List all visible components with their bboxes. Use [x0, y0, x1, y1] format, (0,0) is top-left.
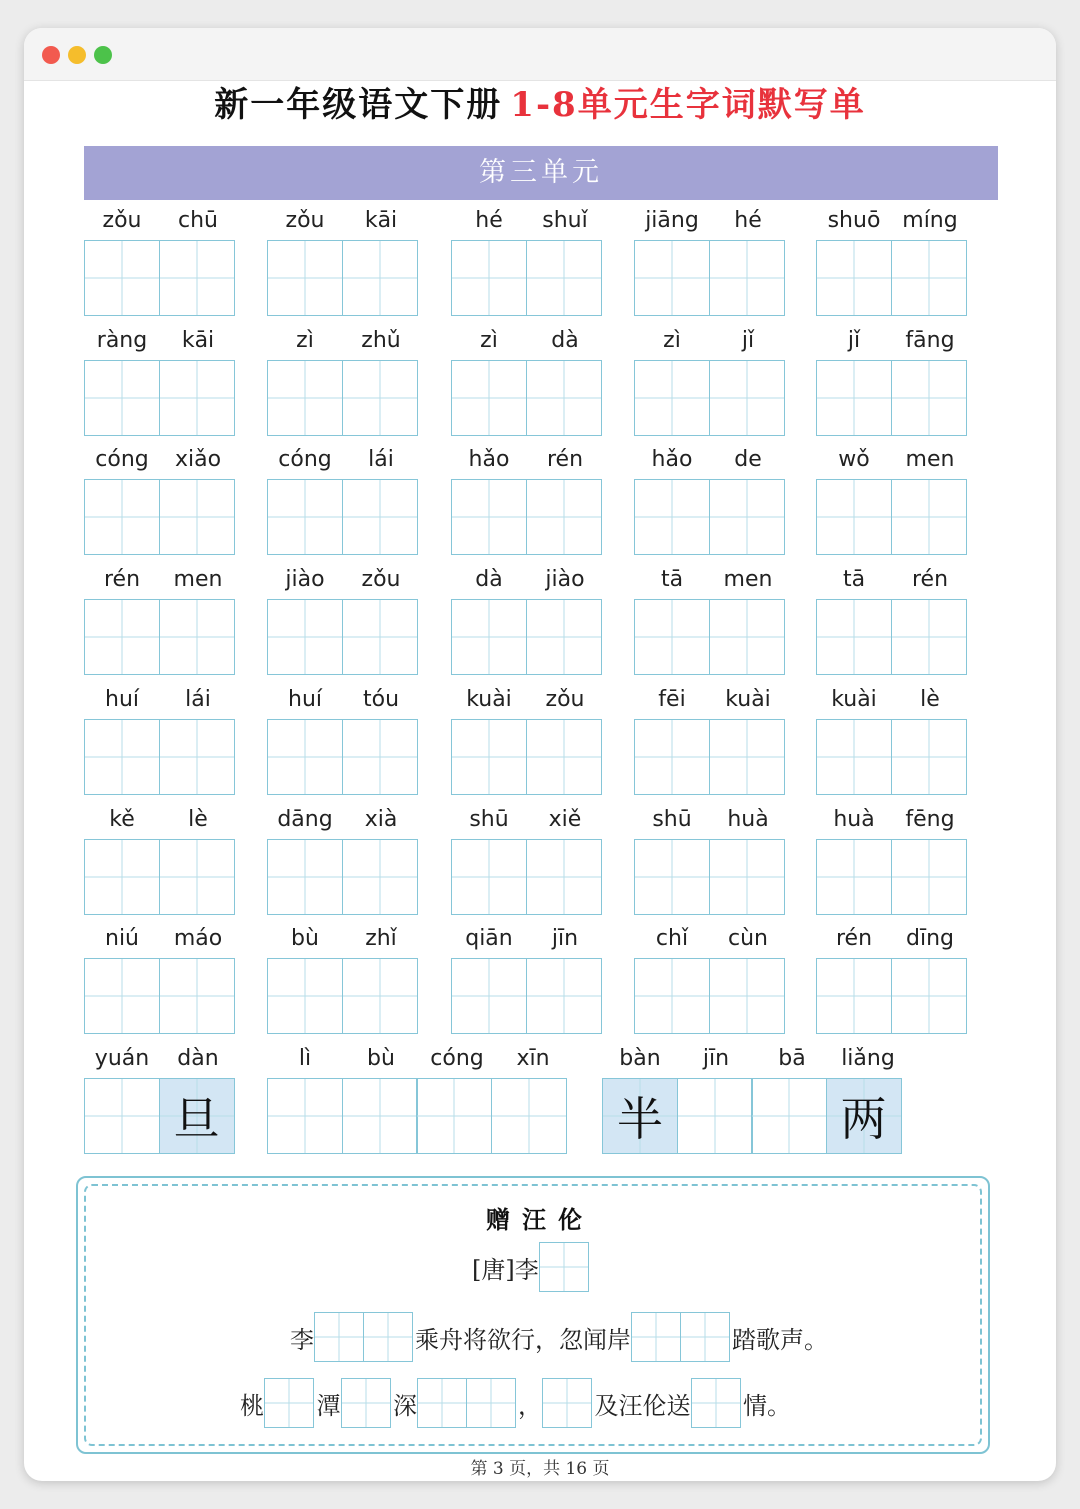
- writing-cell[interactable]: [891, 839, 967, 915]
- pinyin: kuài: [831, 687, 877, 712]
- writing-cell[interactable]: [542, 1378, 592, 1428]
- pinyin: lè: [188, 807, 208, 832]
- pinyin: dà: [475, 567, 503, 592]
- pinyin: xià: [364, 807, 398, 832]
- pinyin: fēi: [658, 687, 686, 712]
- writing-cell[interactable]: [526, 240, 602, 316]
- pinyin: rén: [546, 447, 584, 472]
- pinyin: hǎo: [468, 447, 510, 472]
- minimize-window-button[interactable]: [68, 46, 86, 64]
- pinyin: huí: [105, 687, 139, 712]
- poem-text: 情。: [743, 1391, 791, 1420]
- pinyin: wǒ: [838, 447, 870, 472]
- pinyin: zǒu: [545, 687, 585, 712]
- pinyin: shuō: [827, 208, 881, 233]
- page-title: [24, 80, 1056, 130]
- writing-cell[interactable]: [466, 1378, 516, 1428]
- pinyin: máo: [173, 926, 223, 951]
- pinyin: kuài: [466, 687, 512, 712]
- pinyin: zì: [480, 328, 498, 353]
- pinyin: dāng: [277, 807, 333, 832]
- writing-cell[interactable]: [342, 599, 418, 675]
- writing-cell[interactable]: [451, 958, 527, 1034]
- writing-cell[interactable]: [891, 719, 967, 795]
- maximize-window-button[interactable]: [94, 46, 112, 64]
- writing-cell[interactable]: [416, 1078, 492, 1154]
- pinyin: dà: [551, 328, 579, 353]
- writing-cell[interactable]: [314, 1312, 364, 1362]
- writing-cell[interactable]: [267, 1078, 343, 1154]
- writing-cell[interactable]: [816, 479, 892, 555]
- pinyin: rén: [103, 567, 141, 592]
- writing-cell[interactable]: [634, 958, 710, 1034]
- writing-cell[interactable]: [539, 1242, 589, 1292]
- writing-cell[interactable]: [267, 839, 343, 915]
- writing-cell[interactable]: [342, 958, 418, 1034]
- pinyin: kuài: [725, 687, 771, 712]
- pinyin: zǒu: [285, 208, 325, 233]
- pinyin: chǐ: [655, 926, 689, 951]
- pinyin: qiān: [465, 926, 513, 951]
- writing-cell[interactable]: [84, 719, 160, 795]
- pinyin: yuán: [94, 1046, 150, 1071]
- pinyin: rén: [911, 567, 949, 592]
- writing-cell[interactable]: [267, 599, 343, 675]
- writing-cell[interactable]: [526, 479, 602, 555]
- pinyin: rén: [835, 926, 873, 951]
- writing-cell[interactable]: [634, 839, 710, 915]
- writing-cell[interactable]: [891, 958, 967, 1034]
- writing-cell[interactable]: [709, 240, 785, 316]
- writing-cell[interactable]: [709, 958, 785, 1034]
- writing-cell[interactable]: [342, 719, 418, 795]
- writing-cell[interactable]: [342, 479, 418, 555]
- poem-line-1: [290, 1312, 828, 1362]
- writing-cell[interactable]: [709, 839, 785, 915]
- poem-text: 潭: [316, 1391, 341, 1420]
- writing-cell[interactable]: [451, 240, 527, 316]
- document-window: [24, 28, 1056, 1481]
- poem-text: 踏歌声。: [732, 1325, 828, 1354]
- pinyin: zì: [663, 328, 681, 353]
- pinyin: lì: [298, 1046, 312, 1071]
- writing-cell[interactable]: [526, 360, 602, 436]
- pinyin: bàn: [619, 1046, 661, 1071]
- pinyin: dīng: [906, 926, 954, 951]
- given-character: 旦: [159, 1078, 235, 1154]
- pinyin: xiǎo: [174, 447, 222, 472]
- pinyin: lè: [920, 687, 940, 712]
- writing-cell[interactable]: [526, 599, 602, 675]
- pinyin: xiě: [548, 807, 582, 832]
- pinyin: tóu: [362, 687, 400, 712]
- writing-cell[interactable]: [84, 958, 160, 1034]
- given-character: 半: [602, 1078, 678, 1154]
- pinyin: míng: [902, 208, 958, 233]
- pinyin: jiāng: [645, 208, 699, 233]
- pinyin: hǎo: [651, 447, 693, 472]
- pinyin: kāi: [181, 328, 215, 353]
- poem-text: ，: [518, 1391, 542, 1420]
- poem-dynasty-author: [唐]李: [472, 1255, 539, 1284]
- pinyin: men: [173, 567, 223, 592]
- pinyin: men: [905, 447, 955, 472]
- pinyin: zhǐ: [365, 926, 397, 951]
- pinyin: kāi: [364, 208, 398, 233]
- pinyin: chū: [178, 208, 218, 233]
- given-character: 两: [826, 1078, 902, 1154]
- pinyin: cóng: [278, 447, 332, 472]
- pinyin: bā: [778, 1046, 806, 1071]
- pinyin: zì: [296, 328, 314, 353]
- pinyin: tā: [842, 567, 866, 592]
- writing-cell[interactable]: [417, 1378, 467, 1428]
- pinyin: cóng: [95, 447, 149, 472]
- writing-cell[interactable]: [634, 240, 710, 316]
- writing-cell[interactable]: [891, 240, 967, 316]
- pinyin: zǒu: [102, 208, 142, 233]
- pinyin: shū: [652, 807, 692, 832]
- pinyin: lái: [368, 447, 394, 472]
- writing-cell[interactable]: [159, 479, 235, 555]
- pinyin: jīn: [551, 926, 579, 951]
- writing-cell[interactable]: [159, 839, 235, 915]
- pinyin: fēng: [905, 807, 955, 832]
- writing-cell[interactable]: [267, 479, 343, 555]
- writing-cell[interactable]: [491, 1078, 567, 1154]
- writing-cell[interactable]: [267, 360, 343, 436]
- writing-cell[interactable]: [816, 599, 892, 675]
- writing-cell[interactable]: [267, 240, 343, 316]
- pinyin: men: [723, 567, 773, 592]
- unit-heading: 第三单元: [84, 146, 998, 200]
- writing-cell[interactable]: [709, 479, 785, 555]
- pinyin: bù: [291, 926, 319, 951]
- writing-cell[interactable]: [159, 719, 235, 795]
- writing-cell[interactable]: [451, 599, 527, 675]
- writing-cell[interactable]: [634, 719, 710, 795]
- writing-cell[interactable]: [677, 1078, 753, 1154]
- poem-text: 桃: [240, 1391, 264, 1420]
- pinyin: huí: [288, 687, 322, 712]
- pinyin: zhǔ: [361, 328, 401, 353]
- writing-cell[interactable]: [159, 599, 235, 675]
- writing-cell[interactable]: [341, 1378, 391, 1428]
- pinyin: dàn: [177, 1046, 219, 1071]
- writing-cell[interactable]: [634, 360, 710, 436]
- writing-cell[interactable]: [159, 240, 235, 316]
- writing-cell[interactable]: [342, 240, 418, 316]
- writing-cell[interactable]: [709, 599, 785, 675]
- writing-cell[interactable]: [451, 839, 527, 915]
- pinyin: lái: [185, 687, 211, 712]
- pinyin: xīn: [516, 1046, 550, 1071]
- page-title-main: 新一年级语文下册: [214, 85, 503, 125]
- pinyin: huà: [833, 807, 875, 832]
- writing-cell[interactable]: [342, 1078, 418, 1154]
- writing-cell[interactable]: [816, 958, 892, 1034]
- writing-cell[interactable]: [709, 719, 785, 795]
- writing-cell[interactable]: [84, 1078, 160, 1154]
- writing-cell[interactable]: [84, 839, 160, 915]
- writing-cell[interactable]: [84, 479, 160, 555]
- page-footer: 第 3 页，共 16 页: [470, 1459, 610, 1479]
- writing-cell[interactable]: [816, 240, 892, 316]
- writing-cell[interactable]: [526, 958, 602, 1034]
- writing-cell[interactable]: [816, 360, 892, 436]
- writing-cell[interactable]: [342, 360, 418, 436]
- writing-cell[interactable]: [84, 599, 160, 675]
- pinyin: cùn: [728, 926, 768, 951]
- writing-cell[interactable]: [267, 719, 343, 795]
- writing-cell[interactable]: [159, 360, 235, 436]
- pinyin: hé: [734, 208, 762, 233]
- poem-text: 李: [290, 1325, 314, 1354]
- pinyin: liǎng: [841, 1046, 895, 1071]
- pinyin: jīn: [702, 1046, 730, 1071]
- close-window-button[interactable]: [42, 46, 60, 64]
- writing-cell[interactable]: [631, 1312, 681, 1362]
- writing-cell[interactable]: [363, 1312, 413, 1362]
- pinyin: cóng: [430, 1046, 484, 1071]
- writing-cell[interactable]: [891, 599, 967, 675]
- writing-cell[interactable]: [451, 719, 527, 795]
- pinyin: jiào: [545, 567, 585, 592]
- writing-cell[interactable]: [267, 958, 343, 1034]
- writing-cell[interactable]: [264, 1378, 314, 1428]
- writing-cell[interactable]: [751, 1078, 827, 1154]
- pinyin: bù: [367, 1046, 395, 1071]
- pinyin: fāng: [905, 328, 955, 353]
- writing-cell[interactable]: [451, 479, 527, 555]
- page-title-highlight: 1-8单元生字词默写单: [510, 85, 866, 125]
- pinyin: hé: [475, 208, 503, 233]
- poem-line-2: [240, 1378, 791, 1428]
- writing-cell[interactable]: [342, 839, 418, 915]
- writing-cell[interactable]: [526, 719, 602, 795]
- pinyin: shū: [469, 807, 509, 832]
- pinyin: shuǐ: [542, 208, 588, 233]
- writing-cell[interactable]: [816, 839, 892, 915]
- writing-cell[interactable]: [526, 839, 602, 915]
- pinyin: jǐ: [847, 328, 861, 353]
- pinyin: kě: [109, 807, 135, 832]
- writing-cell[interactable]: [709, 360, 785, 436]
- writing-cell[interactable]: [451, 360, 527, 436]
- writing-cell[interactable]: [84, 360, 160, 436]
- poem-author-line: [472, 1242, 587, 1292]
- poem-title: 赠汪伦: [486, 1205, 594, 1234]
- writing-cell[interactable]: [816, 719, 892, 795]
- pinyin: jiào: [285, 567, 325, 592]
- writing-cell[interactable]: [84, 240, 160, 316]
- writing-cell[interactable]: [891, 479, 967, 555]
- poem-text: 乘舟将欲行，忽闻岸: [415, 1325, 631, 1354]
- pinyin: huà: [727, 807, 769, 832]
- pinyin: tā: [660, 567, 684, 592]
- pinyin: niú: [105, 926, 139, 951]
- window-titlebar: [24, 28, 1056, 81]
- writing-cell[interactable]: [680, 1312, 730, 1362]
- writing-cell[interactable]: [691, 1378, 741, 1428]
- writing-cell[interactable]: [891, 360, 967, 436]
- pinyin: jǐ: [741, 328, 755, 353]
- pinyin: ràng: [96, 328, 148, 353]
- poem-text: 深: [393, 1391, 417, 1420]
- pinyin: zǒu: [361, 567, 401, 592]
- pinyin: de: [734, 447, 762, 472]
- writing-cell[interactable]: [159, 958, 235, 1034]
- poem-text: 及汪伦送: [594, 1391, 691, 1420]
- writing-cell[interactable]: [634, 479, 710, 555]
- writing-cell[interactable]: [634, 599, 710, 675]
